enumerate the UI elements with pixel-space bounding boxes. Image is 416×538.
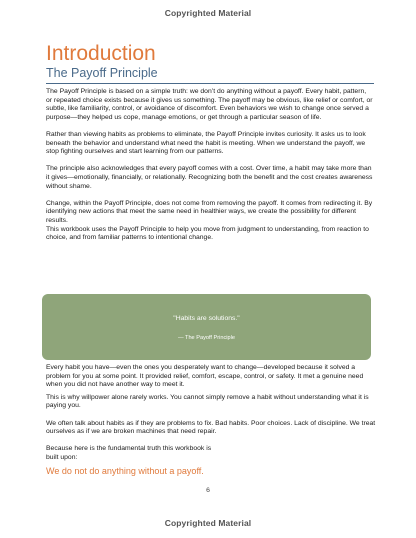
paragraph: Every habit you have—even the ones you desperately want to change—developed because it solved a problem for you at some point. It provided relief, comfort, escape, control, or safety. It met a genuine need when you did not have another way to meet it. [46,364,364,389]
pull-quote [42,294,371,360]
paragraph: The principle also acknowledges that every payoff comes with a cost. Over time, a habit may take more than it gives—emotionally, financially, or relationally. Recognizing both the benefit and the cost creates awareness without shame. [46,165,373,190]
chapter-title: Introduction [46,42,156,65]
page-number: 6 [206,487,210,494]
paragraph: Because here is the fundamental truth this workbook is [46,445,212,453]
paragraph: Change, within the Payoff Principle, does not come from removing the payoff. It comes from redirecting it. By identifying new actions that meet the same need in healthier ways, we create the possibility for different results. [46,199,373,224]
paragraph: built upon: [46,453,78,461]
paragraph: We often talk about habits as if they are problems to fix. Bad habits. Poor choices. Lack of discipline. We treat ourselves as if we are broken machines that need repair. [46,419,376,436]
quote-attribution: — The Payoff Principle [177,335,235,341]
paragraph: This workbook uses the Payoff Principle to help you move from judgment to understanding, from reaction to choice, and from familiar patterns to intentional change. [46,225,369,242]
paragraph: Rather than viewing habits as problems to eliminate, the Payoff Principle invites curiosity. It asks us to look beneath the behavior and understand what need the habit is meeting. When we understand the payoff, we stop fighting ourselves and start learning from our patterns. [46,130,366,156]
quote-text: "Habits are solutions." [173,315,240,322]
main-content [46,42,374,243]
footer-copyright: Copyrighted Material [164,518,252,528]
closing-statement: We do not do anything without a payoff. [46,465,204,476]
paragraph: The Payoff Principle is based on a simple truth: we don’t do anything without a payoff. Every habit, pattern, or repeated choice exists because it gives us something. The payoff may be obvious, like relief or comfort, or subtle, like familiarity, control, or avoidance of discomfort. Even behaviors we wish to change once served a purpose—they helped us cope, manage emotions, or get through a particular season of life. [46,88,373,121]
paragraph: This is why willpower alone rarely works. You cannot simply remove a habit without understanding what it is paying you. [46,393,369,410]
header-copyright: Copyrighted Material [164,8,252,18]
chapter-subtitle: The Payoff Principle [46,66,374,84]
secondary-content [46,364,376,477]
